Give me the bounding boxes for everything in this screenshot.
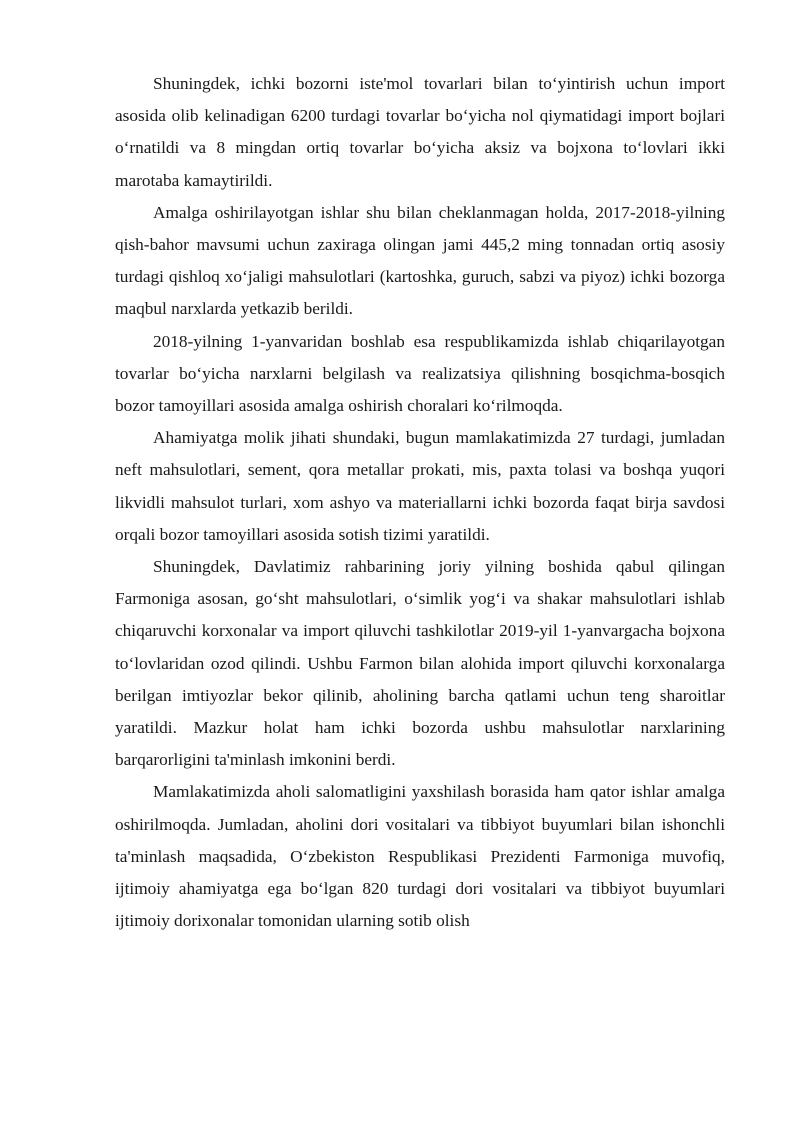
paragraph-exchange-trading: Ahamiyatga molik jihati shundaki, bugun mamlakatimizda 27 turdagi, jumladan neft mahsulotlari, sement, qora metallar prokati, mis, paxta tolasi va boshqa yuqori likvidli mahsulot turlari, xom ashyo va materiallarni ichki bozorda faqat birja savdosi orqali bozor tamoyillari asosida sotish tizimi yaratildi. [115,428,725,544]
paragraph-customs-exemption: Shuningdek, Davlatimiz rahbarining joriy yilning boshida qabul qilingan Farmoniga asosan, go‘sht mahsulotlari, o‘simlik yog‘i va shakar mahsulotlari ishlab chiqaruvchi korxonalar va import qiluvchi tashkilotlar 2019-yil 1-yanvargacha bojxona to‘lovlaridan ozod qilindi. Ushbu Farmon bilan alohida import qiluvchi korxonalarga berilgan imtiyozlar bekor qilinib, aholining barcha qatlami uchun teng sharoitlar yaratildi. Mazkur holat ham ichki bozorda ushbu mahsulotlar narxlarining barqarorligini ta'minlash imkonini berdi. [115,557,725,770]
paragraph-pricing-reform: 2018-yilning 1-yanvaridan boshlab esa respublikamizda ishlab chiqarilayotgan tovarlar bo‘yicha narxlarni belgilash va realizatsiya qilishning bosqichma-bosqich bozor tamoyillari asosida amalga oshirish choralari ko‘rilmoqda. [115,331,725,416]
paragraph-import-duties: Shuningdek, ichki bozorni iste'mol tovarlari bilan to‘yintirish uchun import asosida olib kelinadigan 6200 turdagi tovarlar bo‘yicha nol qiymatidagi import bojlari o‘rnatildi va 8 mingdan ortiq tovarlar bo‘yicha aksiz va bojxona to‘lovlari ikki marotaba kamaytirildi. [115,74,725,190]
document-page [115,68,725,937]
paragraph-agricultural-supply: Amalga oshirilayotgan ishlar shu bilan cheklanmagan holda, 2017-2018-yilning qish-bahor mavsumi uchun zaxiraga olingan jami 445,2 ming tonnadan ortiq asosiy turdagi qishloq xo‘jaligi mahsulotlari (kartoshka, guruch, sabzi va piyoz) ichki bozorga maqbul narxlarda yetkazib berildi. [115,202,725,319]
paragraph-health-medicines: Mamlakatimizda aholi salomatligini yaxshilash borasida ham qator ishlar amalga oshirilmoqda. Jumladan, aholini dori vositalari va tibbiyot buyumlari bilan ishonchli ta'minlash maqsadida, O‘zbekiston Respublikasi Prezidenti Farmoniga muvofiq, ijtimoiy ahamiyatga ega bo‘lgan 820 turdagi dori vositalari va tibbiyot buyumlari ijtimoiy dorixonalar tomonidan ularning sotib olish [115,782,725,931]
